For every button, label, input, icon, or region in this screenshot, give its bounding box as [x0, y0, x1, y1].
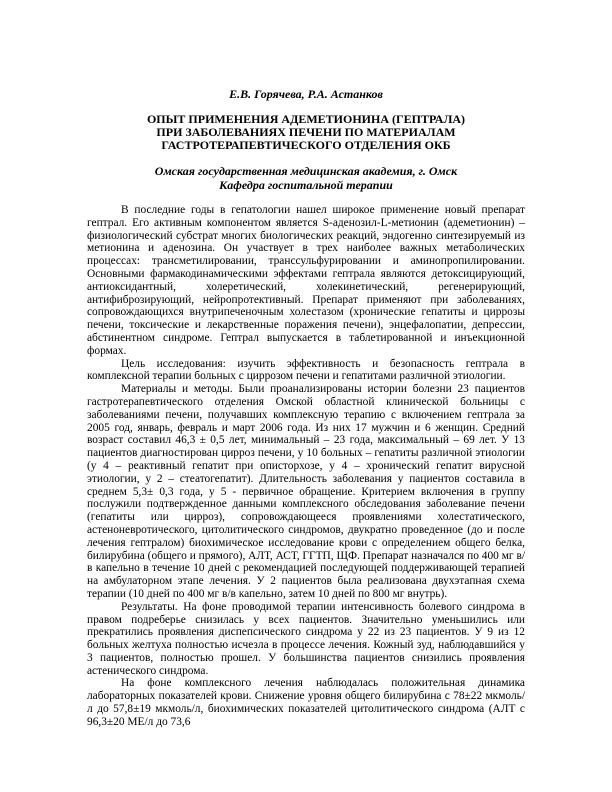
paragraph-results: Результаты. На фоне проводимой терапии интенсивность болевого синдрома в правом подреберье снизилась у всех пациентов. Значительно уменьшились или прекратились проявления диспепсического синдрома у 22 из 23 пациентов. У 9 из 12 больных желтуха полностью исчезла в процессе лечения. Кожный зуд, наблюдавшийся у 3 пациентов, полностью прошел. У большинства пациентов снизились проявления астенического синдрома.	[87, 600, 525, 677]
affiliation	[87, 165, 525, 192]
affiliation-line: Кафедра госпитальной терапии	[219, 177, 393, 192]
body-text	[87, 204, 525, 729]
paragraph-intro: В последние годы в гепатологии нашел широкое применение новый препарат гептрал. Его активным компонентом является S-аденозил-L-метионин (адеметионин) – физиологический субстрат многих биологических реакций, эндогенно синтезируемый из метионина и аденозина. Он участвует в трех наиболее важных метаболических процессах: трансметилировании, транссульфурировании и аминопропилировании. Основными фармакодинамическими эффектами гептрала являются детоксицирующий, антиоксидантный, холеретический, холекинетический, регенерирующий, антифиброзирующий, нейропротективный. Препарат применяют при заболеваниях, сопровождающихся внутрипеченочным холестазом (хронические гепатиты и циррозы печени, токсические и лекарственные поражения печени), энцефалопатии, депрессии, абстинентном синдроме. Гептрал выпускается в таблетированной и инъекционной формах.	[87, 204, 525, 357]
title-line: ПРИ ЗАБОЛЕВАНИЯХ ПЕЧЕНИ ПО МАТЕРИАЛАМ	[156, 125, 456, 139]
article-title	[87, 113, 525, 152]
paragraph-methods: Материалы и методы. Были проанализированы истории болезни 23 пациентов гастротерапевтического отделения Омской областной клинической больницы с заболеваниями печени, получавших комплексную терапию с включением гептрала за 2005 год, январь, февраль и март 2006 года. Из них 17 мужчин и 6 женщин. Средний возраст составил 46,3 ± 0,5 лет, минимальный – 23 года, максимальный – 69 лет. У 13 пациентов диагностирован цирроз печени, у 10 больных – гепатиты различной этиологии (у 4 – реактивный гепатит при описторхозе, у 4 – хронический гепатит вирусной этиологии, у 2 – стеатогепатит). Длительность заболевания у пациентов составила в среднем 5,3± 0,3 года, у 5 - первичное обращение. Критерием включения в группу послужили подтвержденное данными комплексного обследования заболевание печени (гепатиты или цирроз), сопровождающееся проявлениями холестатического, астеноневротического, цитолитического синдромов, двукратно проведенное (до и после лечения гептралом) биохимическое исследование крови с определением общего белка, билирубина (общего и прямого), АЛТ, АСТ, ГГТП, ЩФ. Препарат назначался по 400 мг в/в капельно в течение 10 дней с рекомендацией последующей поддерживающей терапией на амбулаторном этапе лечения. У 2 пациентов была реализована двухэтапная схема терапии (10 дней по 400 мг в/в капельно, затем 10 дней по 800 мг внутрь).	[87, 383, 525, 600]
document-page	[87, 87, 525, 729]
title-line: ГАСТРОТЕРАПЕВТИЧЕСКОГО ОТДЕЛЕНИЯ ОКБ	[161, 138, 451, 152]
paragraph-lab-dynamics: На фоне комплексного лечения наблюдалась положительная динамика лабораторных показателей крови. Снижение уровня общего билирубина с 78±22 мкмоль/л до 57,8±19 мкмоль/л, биохимических показателей цитолитического синдрома (АЛТ с 96,3±20 МЕ/л до 73,6	[87, 677, 525, 728]
affiliation-line: Омская государственная медицинская академия, г. Омск	[154, 164, 458, 178]
paragraph-aim: Цель исследования: изучить эффективность и безопасность гептрала в комплексной терапии больных с циррозом печени и гепатитами различной этиологии.	[87, 357, 525, 383]
authors: Е.В. Горячева, Р.А. Астанков	[229, 87, 383, 101]
title-line: ОПЫТ ПРИМЕНЕНИЯ АДЕМЕТИОНИНА (ГЕПТРАЛА)	[146, 112, 466, 126]
